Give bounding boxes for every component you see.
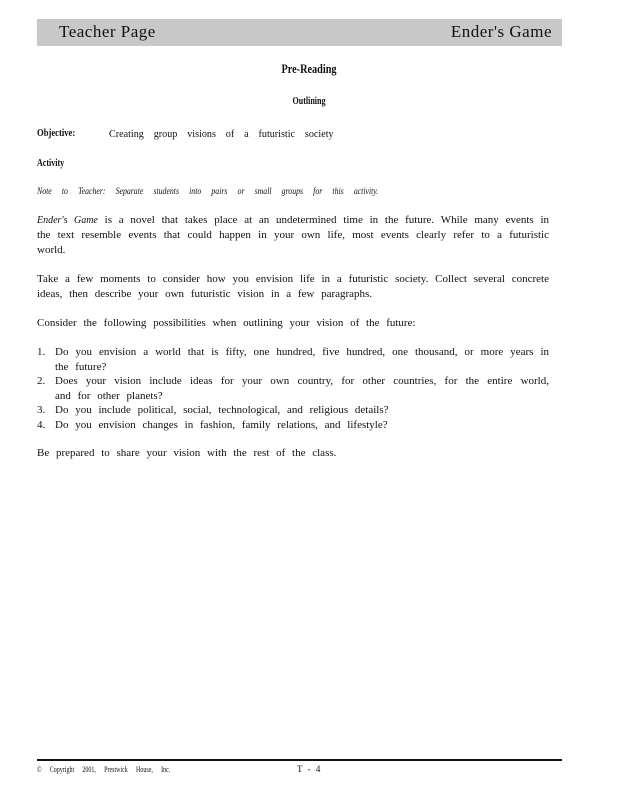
footer-divider [37, 759, 562, 761]
footer-copyright: © Copyright 2001, Prestwick House, Inc. [37, 765, 171, 774]
header-book-title: Ender's Game [450, 22, 552, 41]
intro-paragraph [37, 213, 549, 258]
header-bar [37, 19, 562, 46]
list-item-text: Do you envision a world that is fifty, one hundred, five hundred, one thousand, or more years in the future? [55, 346, 549, 373]
page-title: Pre-Reading [281, 62, 337, 76]
objective-text: Creating group visions of a futuristic society [109, 128, 334, 140]
list-item-number: 2. [37, 375, 46, 387]
header-teacher-page: Teacher Page [59, 22, 156, 41]
list-item [37, 418, 549, 433]
list-item-number: 3. [37, 404, 46, 416]
question-list [37, 345, 549, 432]
intro-paragraph-text: is a novel that takes place at an undetermined time in the future. While many events in the text resemble events that could happen in your own life, most events clearly refer to a futuristic world. [37, 214, 549, 256]
list-item [37, 345, 549, 374]
activity-label: Activity [37, 158, 65, 169]
list-item [37, 403, 549, 418]
footer-page-number: T - 4 [297, 764, 321, 774]
list-item-number: 4. [37, 418, 46, 431]
instruction-paragraph: Take a few moments to consider how you envision life in a futuristic society. Collect several concrete ideas, then describe your own futuristic vision in a few paragraphs. [37, 273, 549, 300]
list-item-text: Do you include political, social, technological, and religious details? [55, 404, 389, 416]
list-item-text: Does your vision include ideas for your own country, for other countries, for the entire world, and for other planets? [55, 375, 549, 402]
list-item-number: 1. [37, 346, 46, 358]
page-subtitle: Outlining [292, 96, 326, 107]
closing-paragraph: Be prepared to share your vision with the rest of the class. [37, 447, 337, 459]
teacher-note: Note to Teacher: Separate students into pairs or small groups for this activity. [37, 187, 379, 197]
book-title-inline: Ender's Game [37, 215, 98, 226]
list-item-text: Do you envision changes in fashion, family relations, and lifestyle? [55, 418, 388, 431]
list-item [37, 374, 549, 403]
objective-label: Objective: [37, 128, 76, 139]
consider-paragraph: Consider the following possibilities when outlining your vision of the future: [37, 317, 416, 329]
